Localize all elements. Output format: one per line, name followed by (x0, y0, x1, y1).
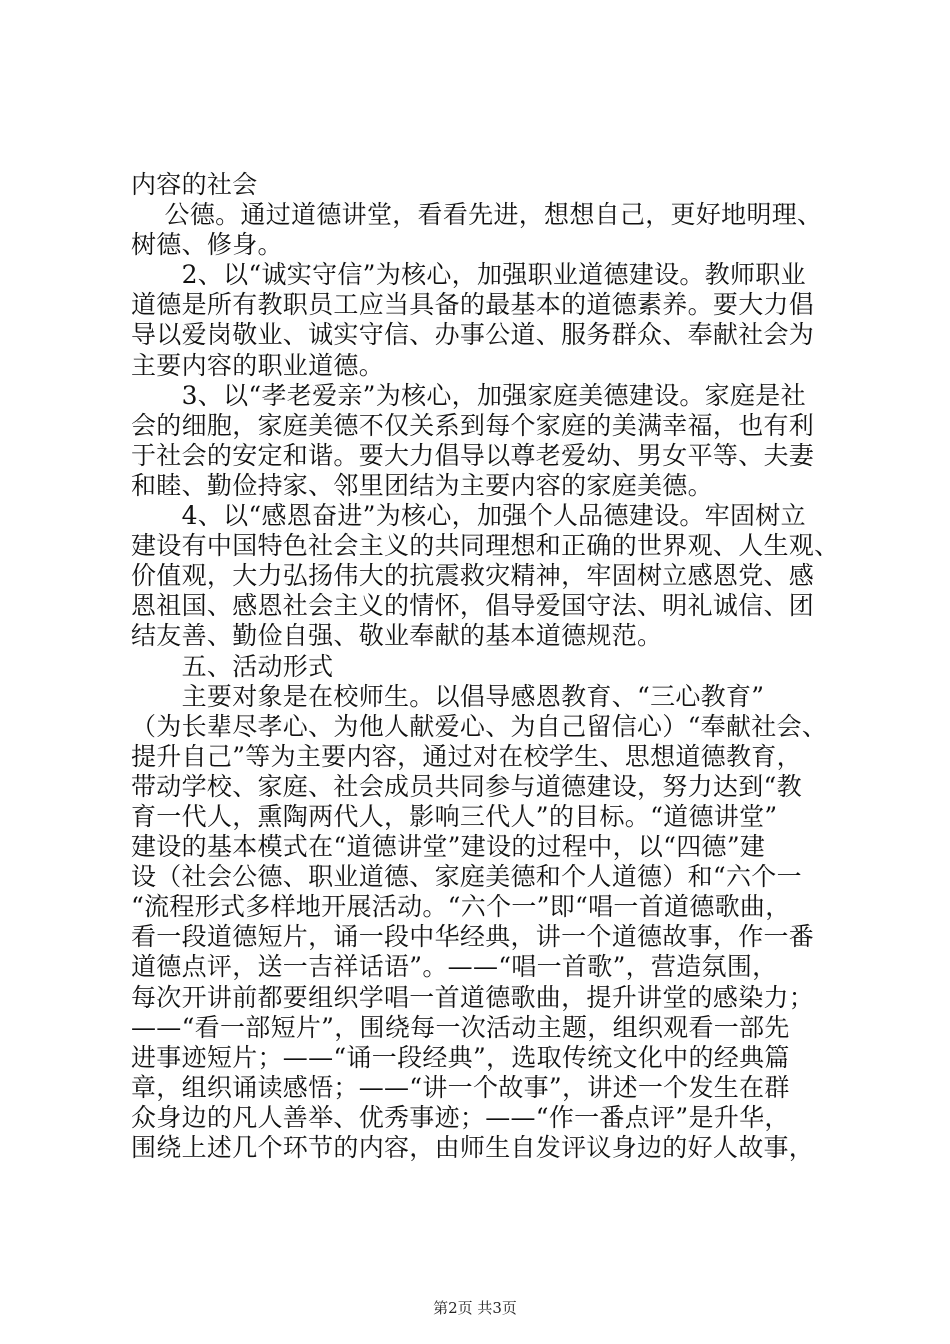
text-line: 3、以“孝老爱亲”为核心，加强家庭美德建设。家庭是社 (131, 380, 806, 410)
text-line: 章，组织诵读感悟；——“讲一个故事”，讲述一个发生在群 (131, 1072, 790, 1102)
text-line: 价值观，大力弘扬伟大的抗震救灾精神，牢固树立感恩党、感 (131, 561, 815, 591)
text-line: 带动学校、家庭、社会成员共同参与道德建设，努力达到“教 (131, 771, 802, 801)
text-line: 道德是所有教职员工应当具备的最基本的道德素养。要大力倡 (131, 290, 815, 320)
text-line: 进事迹短片；——“诵一段经典”，选取传统文化中的经典篇 (131, 1042, 790, 1072)
text-line: 提升自己”等为主要内容，通过对在校学生、思想道德教育， (131, 741, 802, 771)
text-line: 恩祖国、感恩社会主义的情怀，倡导爱国守法、明礼诚信、团 (131, 591, 815, 621)
text-line: 和睦、勤俭持家、邻里团结为主要内容的家庭美德。 (131, 470, 713, 500)
text-line: 2、以“诚实守信”为核心，加强职业道德建设。教师职业 (131, 260, 806, 290)
text-line: 看一段道德短片，诵一段中华经典，讲一个道德故事，作一番 (131, 922, 815, 952)
text-line: 主要内容的职业道德。 (131, 350, 385, 380)
text-line: ——“看一部短片”，围绕每一次活动主题，组织观看一部先 (131, 1012, 790, 1042)
text-line: 道德点评，送一吉祥话语”。——“唱一首歌”，营造氛围， (131, 952, 778, 982)
text-line: 导以爱岗敬业、诚实守信、办事公道、服务群众、奉献社会为 (131, 320, 815, 350)
text-line: 4、以“感恩奋进”为核心，加强个人品德建设。牢固树立 (131, 501, 806, 531)
text-line: 主要对象是在校师生。以倡导感恩教育、“三心教育” (131, 681, 765, 711)
text-line: 会的细胞，家庭美德不仅关系到每个家庭的美满幸福，也有利 (131, 410, 815, 440)
text-line: （为长辈尽孝心、为他人献爱心、为自己留信心）“奉献社会、 (131, 711, 828, 741)
text-line: 内容的社会 (131, 170, 258, 199)
text-line: 结友善、勤俭自强、敬业奉献的基本道德规范。 (131, 621, 663, 651)
text-line: 于社会的安定和谐。要大力倡导以尊老爱幼、男女平等、夫妻 (131, 440, 815, 470)
text-line: 设（社会公德、职业道德、家庭美德和个人道德）和“六个一 (131, 862, 802, 892)
text-line: “流程形式多样地开展活动。“六个一”即“唱一首道德歌曲， (131, 892, 791, 922)
body-text (131, 170, 841, 1163)
text-line: 建设的基本模式在“道德讲堂”建设的过程中，以“四德”建 (131, 832, 766, 862)
text-line: 育一代人，熏陶两代人，影响三代人”的目标。“道德讲堂” (131, 801, 778, 831)
text-line: 建设有中国特色社会主义的共同理想和正确的世界观、人生观、 (131, 531, 840, 561)
text-line: 众身边的凡人善举、优秀事迹；——“作一番点评”是升华， (131, 1102, 790, 1132)
text-line: 公德。通过道德讲堂，看看先进，想想自己，更好地明理、 (131, 200, 823, 230)
page-number-footer: 第2页 共3页 (433, 1299, 517, 1317)
text-line: 围绕上述几个环节的内容，由师生自发评议身边的好人故事， (131, 1133, 815, 1162)
text-line: 树德、修身。 (131, 230, 283, 260)
section-heading: 五、活动形式 (131, 651, 334, 681)
text-line: 每次开讲前都要组织学唱一首道德歌曲，提升讲堂的感染力； (131, 982, 815, 1012)
